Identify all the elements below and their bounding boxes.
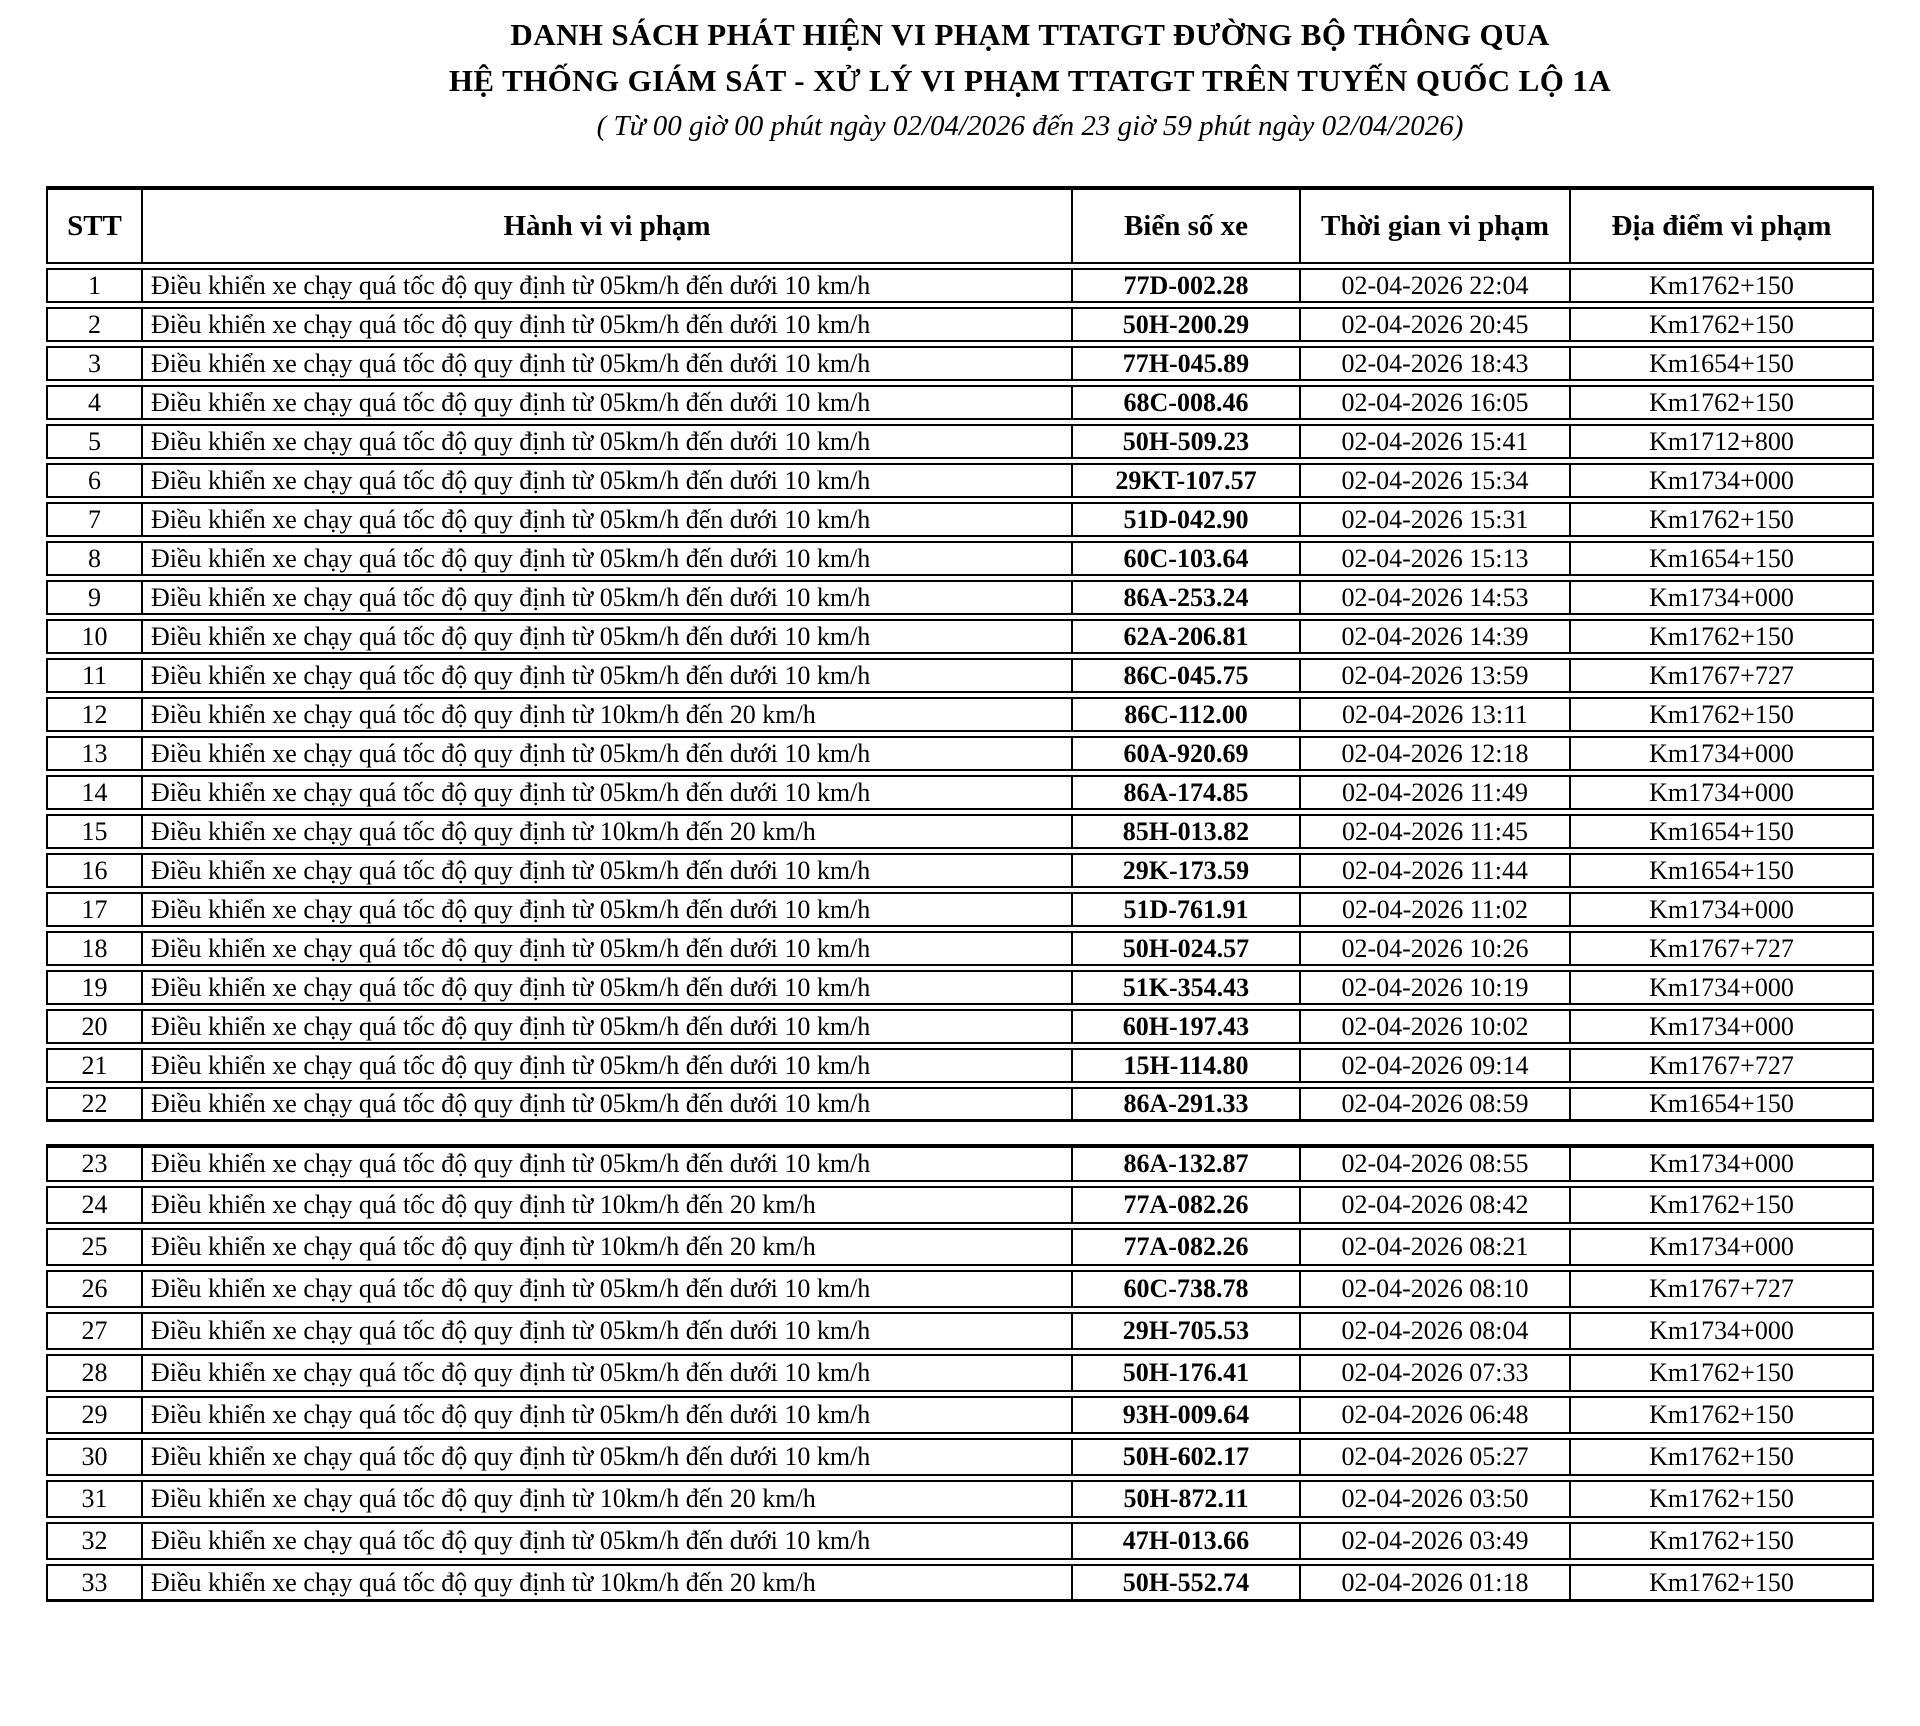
violation-cell: Điều khiển xe chạy quá tốc độ quy định từ 10km/h đến 20 km/h [141, 1564, 1071, 1602]
violation-cell: Điều khiển xe chạy quá tốc độ quy định từ 10km/h đến 20 km/h [141, 697, 1071, 732]
stt-cell: 15 [46, 814, 141, 849]
plate-cell: 86C-045.75 [1071, 658, 1299, 693]
stt-cell: 2 [46, 307, 141, 342]
table-row [46, 1438, 1874, 1476]
plate-cell: 51D-042.90 [1071, 502, 1299, 537]
table-row [46, 1186, 1874, 1224]
plate-cell: 68C-008.46 [1071, 385, 1299, 420]
location-cell: Km1762+150 [1569, 307, 1874, 342]
time-cell: 02-04-2026 14:53 [1299, 580, 1569, 615]
stt-cell: 30 [46, 1438, 141, 1476]
plate-cell: 86C-112.00 [1071, 697, 1299, 732]
violation-cell: Điều khiển xe chạy quá tốc độ quy định từ 05km/h đến dưới 10 km/h [141, 970, 1071, 1005]
violation-cell: Điều khiển xe chạy quá tốc độ quy định từ 05km/h đến dưới 10 km/h [141, 307, 1071, 342]
time-cell: 02-04-2026 10:19 [1299, 970, 1569, 1005]
stt-cell: 10 [46, 619, 141, 654]
table-row [46, 853, 1874, 888]
plate-cell: 86A-253.24 [1071, 580, 1299, 615]
time-cell: 02-04-2026 14:39 [1299, 619, 1569, 654]
plate-cell: 86A-132.87 [1071, 1144, 1299, 1182]
time-cell: 02-04-2026 11:49 [1299, 775, 1569, 810]
table-row [46, 502, 1874, 537]
plate-cell: 50H-200.29 [1071, 307, 1299, 342]
stt-cell: 1 [46, 268, 141, 303]
page-title-line2: HỆ THỐNG GIÁM SÁT - XỬ LÝ VI PHẠM TTATGT TRÊN TUYẾN QUỐC LỘ 1A [448, 63, 1612, 98]
table-row [46, 541, 1874, 576]
stt-cell: 12 [46, 697, 141, 732]
violation-cell: Điều khiển xe chạy quá tốc độ quy định từ 05km/h đến dưới 10 km/h [141, 1270, 1071, 1308]
date-range-subtitle: ( Từ 00 giờ 00 phút ngày 02/04/2026 đến 23 giờ 59 phút ngày 02/04/2026) [596, 110, 1464, 142]
violation-cell: Điều khiển xe chạy quá tốc độ quy định từ 05km/h đến dưới 10 km/h [141, 931, 1071, 966]
stt-cell: 23 [46, 1144, 141, 1182]
violation-cell: Điều khiển xe chạy quá tốc độ quy định từ 05km/h đến dưới 10 km/h [141, 853, 1071, 888]
violation-cell: Điều khiển xe chạy quá tốc độ quy định từ 05km/h đến dưới 10 km/h [141, 346, 1071, 381]
plate-cell: 60C-103.64 [1071, 541, 1299, 576]
violation-cell: Điều khiển xe chạy quá tốc độ quy định từ 05km/h đến dưới 10 km/h [141, 736, 1071, 771]
stt-cell: 14 [46, 775, 141, 810]
table-row [46, 385, 1874, 420]
stt-cell: 28 [46, 1354, 141, 1392]
stt-cell: 7 [46, 502, 141, 537]
location-cell: Km1762+150 [1569, 1522, 1874, 1560]
plate-cell: 60H-197.43 [1071, 1009, 1299, 1044]
plate-cell: 29K-173.59 [1071, 853, 1299, 888]
violation-cell: Điều khiển xe chạy quá tốc độ quy định từ 05km/h đến dưới 10 km/h [141, 580, 1071, 615]
plate-cell: 15H-114.80 [1071, 1048, 1299, 1083]
plate-cell: 29H-705.53 [1071, 1312, 1299, 1350]
plate-cell: 62A-206.81 [1071, 619, 1299, 654]
time-cell: 02-04-2026 05:27 [1299, 1438, 1569, 1476]
location-cell: Km1762+150 [1569, 1186, 1874, 1224]
plate-cell: 50H-552.74 [1071, 1564, 1299, 1602]
plate-cell: 85H-013.82 [1071, 814, 1299, 849]
time-cell: 02-04-2026 10:26 [1299, 931, 1569, 966]
stt-cell: 4 [46, 385, 141, 420]
violation-cell: Điều khiển xe chạy quá tốc độ quy định từ 05km/h đến dưới 10 km/h [141, 502, 1071, 537]
col-header-time: Thời gian vi phạm [1299, 186, 1569, 264]
violation-cell: Điều khiển xe chạy quá tốc độ quy định từ 05km/h đến dưới 10 km/h [141, 463, 1071, 498]
stt-cell: 9 [46, 580, 141, 615]
location-cell: Km1762+150 [1569, 1438, 1874, 1476]
location-cell: Km1654+150 [1569, 346, 1874, 381]
table-row [46, 424, 1874, 459]
time-cell: 02-04-2026 08:42 [1299, 1186, 1569, 1224]
table-row [46, 1009, 1874, 1044]
location-cell: Km1654+150 [1569, 814, 1874, 849]
stt-cell: 32 [46, 1522, 141, 1560]
table-row [46, 1228, 1874, 1266]
location-cell: Km1767+727 [1569, 1048, 1874, 1083]
location-cell: Km1654+150 [1569, 1087, 1874, 1122]
location-cell: Km1734+000 [1569, 1009, 1874, 1044]
table-row [46, 658, 1874, 693]
time-cell: 02-04-2026 22:04 [1299, 268, 1569, 303]
location-cell: Km1734+000 [1569, 892, 1874, 927]
violation-cell: Điều khiển xe chạy quá tốc độ quy định từ 05km/h đến dưới 10 km/h [141, 1144, 1071, 1182]
plate-cell: 86A-174.85 [1071, 775, 1299, 810]
location-cell: Km1734+000 [1569, 736, 1874, 771]
table-row [46, 970, 1874, 1005]
table-row [46, 463, 1874, 498]
plate-cell: 50H-872.11 [1071, 1480, 1299, 1518]
page-title-line1: DANH SÁCH PHÁT HIỆN VI PHẠM TTATGT ĐƯỜNG BỘ THÔNG QUA [510, 17, 1550, 52]
location-cell: Km1654+150 [1569, 541, 1874, 576]
location-cell: Km1767+727 [1569, 931, 1874, 966]
table-row [46, 580, 1874, 615]
plate-cell: 60A-920.69 [1071, 736, 1299, 771]
violation-cell: Điều khiển xe chạy quá tốc độ quy định từ 05km/h đến dưới 10 km/h [141, 1396, 1071, 1434]
time-cell: 02-04-2026 12:18 [1299, 736, 1569, 771]
violation-cell: Điều khiển xe chạy quá tốc độ quy định từ 10km/h đến 20 km/h [141, 1186, 1071, 1224]
location-cell: Km1762+150 [1569, 385, 1874, 420]
time-cell: 02-04-2026 11:45 [1299, 814, 1569, 849]
violation-cell: Điều khiển xe chạy quá tốc độ quy định từ 10km/h đến 20 km/h [141, 1480, 1071, 1518]
table-row [46, 736, 1874, 771]
stt-cell: 20 [46, 1009, 141, 1044]
location-cell: Km1762+150 [1569, 1396, 1874, 1434]
time-cell: 02-04-2026 13:11 [1299, 697, 1569, 732]
table-row [46, 1048, 1874, 1083]
location-cell: Km1762+150 [1569, 1354, 1874, 1392]
time-cell: 02-04-2026 09:14 [1299, 1048, 1569, 1083]
table-row [46, 346, 1874, 381]
location-cell: Km1762+150 [1569, 502, 1874, 537]
violation-cell: Điều khiển xe chạy quá tốc độ quy định từ 05km/h đến dưới 10 km/h [141, 1312, 1071, 1350]
plate-cell: 93H-009.64 [1071, 1396, 1299, 1434]
table-row [46, 775, 1874, 810]
stt-cell: 33 [46, 1564, 141, 1602]
violation-cell: Điều khiển xe chạy quá tốc độ quy định từ 05km/h đến dưới 10 km/h [141, 1087, 1071, 1122]
table-row [46, 1087, 1874, 1122]
violation-cell: Điều khiển xe chạy quá tốc độ quy định từ 05km/h đến dưới 10 km/h [141, 775, 1071, 810]
location-cell: Km1734+000 [1569, 970, 1874, 1005]
violation-cell: Điều khiển xe chạy quá tốc độ quy định từ 05km/h đến dưới 10 km/h [141, 1048, 1071, 1083]
location-cell: Km1767+727 [1569, 1270, 1874, 1308]
location-cell: Km1762+150 [1569, 268, 1874, 303]
location-cell: Km1734+000 [1569, 580, 1874, 615]
stt-cell: 13 [46, 736, 141, 771]
stt-cell: 5 [46, 424, 141, 459]
table-row [46, 697, 1874, 732]
time-cell: 02-04-2026 13:59 [1299, 658, 1569, 693]
time-cell: 02-04-2026 08:04 [1299, 1312, 1569, 1350]
stt-cell: 18 [46, 931, 141, 966]
stt-cell: 19 [46, 970, 141, 1005]
stt-cell: 27 [46, 1312, 141, 1350]
col-header-violation: Hành vi vi phạm [141, 186, 1071, 264]
location-cell: Km1767+727 [1569, 658, 1874, 693]
plate-cell: 77A-082.26 [1071, 1228, 1299, 1266]
table-row [46, 1480, 1874, 1518]
table-row [46, 268, 1874, 303]
plate-cell: 29KT-107.57 [1071, 463, 1299, 498]
plate-cell: 60C-738.78 [1071, 1270, 1299, 1308]
table-row [46, 1522, 1874, 1560]
table-row [46, 619, 1874, 654]
stt-cell: 21 [46, 1048, 141, 1083]
col-header-plate: Biển số xe [1071, 186, 1299, 264]
violation-cell: Điều khiển xe chạy quá tốc độ quy định từ 05km/h đến dưới 10 km/h [141, 1438, 1071, 1476]
stt-cell: 16 [46, 853, 141, 888]
stt-cell: 24 [46, 1186, 141, 1224]
plate-cell: 50H-602.17 [1071, 1438, 1299, 1476]
table-header-row [46, 186, 1874, 264]
violation-cell: Điều khiển xe chạy quá tốc độ quy định từ 05km/h đến dưới 10 km/h [141, 385, 1071, 420]
location-cell: Km1734+000 [1569, 463, 1874, 498]
location-cell: Km1762+150 [1569, 1480, 1874, 1518]
violations-table-section1-wrap [46, 182, 1874, 1126]
violation-cell: Điều khiển xe chạy quá tốc độ quy định từ 10km/h đến 20 km/h [141, 814, 1071, 849]
time-cell: 02-04-2026 08:59 [1299, 1087, 1569, 1122]
location-cell: Km1762+150 [1569, 1564, 1874, 1602]
violation-cell: Điều khiển xe chạy quá tốc độ quy định từ 05km/h đến dưới 10 km/h [141, 424, 1071, 459]
plate-cell: 47H-013.66 [1071, 1522, 1299, 1560]
violation-cell: Điều khiển xe chạy quá tốc độ quy định từ 05km/h đến dưới 10 km/h [141, 1009, 1071, 1044]
plate-cell: 50H-024.57 [1071, 931, 1299, 966]
violation-cell: Điều khiển xe chạy quá tốc độ quy định từ 05km/h đến dưới 10 km/h [141, 1354, 1071, 1392]
table-row [46, 931, 1874, 966]
table-row [46, 892, 1874, 927]
violation-cell: Điều khiển xe chạy quá tốc độ quy định từ 05km/h đến dưới 10 km/h [141, 658, 1071, 693]
violation-cell: Điều khiển xe chạy quá tốc độ quy định từ 05km/h đến dưới 10 km/h [141, 541, 1071, 576]
location-cell: Km1762+150 [1569, 697, 1874, 732]
time-cell: 02-04-2026 08:21 [1299, 1228, 1569, 1266]
violations-table-section2 [46, 1140, 1874, 1606]
plate-cell: 50H-176.41 [1071, 1354, 1299, 1392]
violation-cell: Điều khiển xe chạy quá tốc độ quy định từ 05km/h đến dưới 10 km/h [141, 268, 1071, 303]
time-cell: 02-04-2026 01:18 [1299, 1564, 1569, 1602]
location-cell: Km1762+150 [1569, 619, 1874, 654]
violation-cell: Điều khiển xe chạy quá tốc độ quy định từ 05km/h đến dưới 10 km/h [141, 1522, 1071, 1560]
plate-cell: 50H-509.23 [1071, 424, 1299, 459]
time-cell: 02-04-2026 15:34 [1299, 463, 1569, 498]
stt-cell: 3 [46, 346, 141, 381]
plate-cell: 77D-002.28 [1071, 268, 1299, 303]
time-cell: 02-04-2026 08:10 [1299, 1270, 1569, 1308]
violations-table-section2-wrap [46, 1140, 1874, 1606]
time-cell: 02-04-2026 15:41 [1299, 424, 1569, 459]
stt-cell: 22 [46, 1087, 141, 1122]
stt-cell: 29 [46, 1396, 141, 1434]
time-cell: 02-04-2026 15:31 [1299, 502, 1569, 537]
location-cell: Km1734+000 [1569, 1312, 1874, 1350]
stt-cell: 31 [46, 1480, 141, 1518]
location-cell: Km1712+800 [1569, 424, 1874, 459]
plate-cell: 77A-082.26 [1071, 1186, 1299, 1224]
document-header [0, 0, 1920, 148]
plate-cell: 51D-761.91 [1071, 892, 1299, 927]
stt-cell: 6 [46, 463, 141, 498]
time-cell: 02-04-2026 16:05 [1299, 385, 1569, 420]
stt-cell: 8 [46, 541, 141, 576]
time-cell: 02-04-2026 07:33 [1299, 1354, 1569, 1392]
plate-cell: 86A-291.33 [1071, 1087, 1299, 1122]
time-cell: 02-04-2026 15:13 [1299, 541, 1569, 576]
time-cell: 02-04-2026 03:50 [1299, 1480, 1569, 1518]
stt-cell: 26 [46, 1270, 141, 1308]
plate-cell: 77H-045.89 [1071, 346, 1299, 381]
stt-cell: 25 [46, 1228, 141, 1266]
violation-cell: Điều khiển xe chạy quá tốc độ quy định từ 05km/h đến dưới 10 km/h [141, 892, 1071, 927]
table-row [46, 1312, 1874, 1350]
table-row [46, 1354, 1874, 1392]
time-cell: 02-04-2026 11:44 [1299, 853, 1569, 888]
col-header-stt: STT [46, 186, 141, 264]
section-divider-gap [0, 1126, 1920, 1140]
plate-cell: 51K-354.43 [1071, 970, 1299, 1005]
time-cell: 02-04-2026 10:02 [1299, 1009, 1569, 1044]
time-cell: 02-04-2026 06:48 [1299, 1396, 1569, 1434]
table-row [46, 1270, 1874, 1308]
stt-cell: 11 [46, 658, 141, 693]
location-cell: Km1734+000 [1569, 1144, 1874, 1182]
table-row [46, 307, 1874, 342]
time-cell: 02-04-2026 18:43 [1299, 346, 1569, 381]
violations-table-section1 [46, 182, 1874, 1126]
col-header-location: Địa điểm vi phạm [1569, 186, 1874, 264]
location-cell: Km1734+000 [1569, 775, 1874, 810]
stt-cell: 17 [46, 892, 141, 927]
time-cell: 02-04-2026 08:55 [1299, 1144, 1569, 1182]
time-cell: 02-04-2026 03:49 [1299, 1522, 1569, 1560]
time-cell: 02-04-2026 20:45 [1299, 307, 1569, 342]
table-row [46, 1144, 1874, 1182]
table-row [46, 1564, 1874, 1602]
location-cell: Km1734+000 [1569, 1228, 1874, 1266]
violation-cell: Điều khiển xe chạy quá tốc độ quy định từ 10km/h đến 20 km/h [141, 1228, 1071, 1266]
time-cell: 02-04-2026 11:02 [1299, 892, 1569, 927]
violation-cell: Điều khiển xe chạy quá tốc độ quy định từ 05km/h đến dưới 10 km/h [141, 619, 1071, 654]
table-row [46, 1396, 1874, 1434]
table-row [46, 814, 1874, 849]
location-cell: Km1654+150 [1569, 853, 1874, 888]
